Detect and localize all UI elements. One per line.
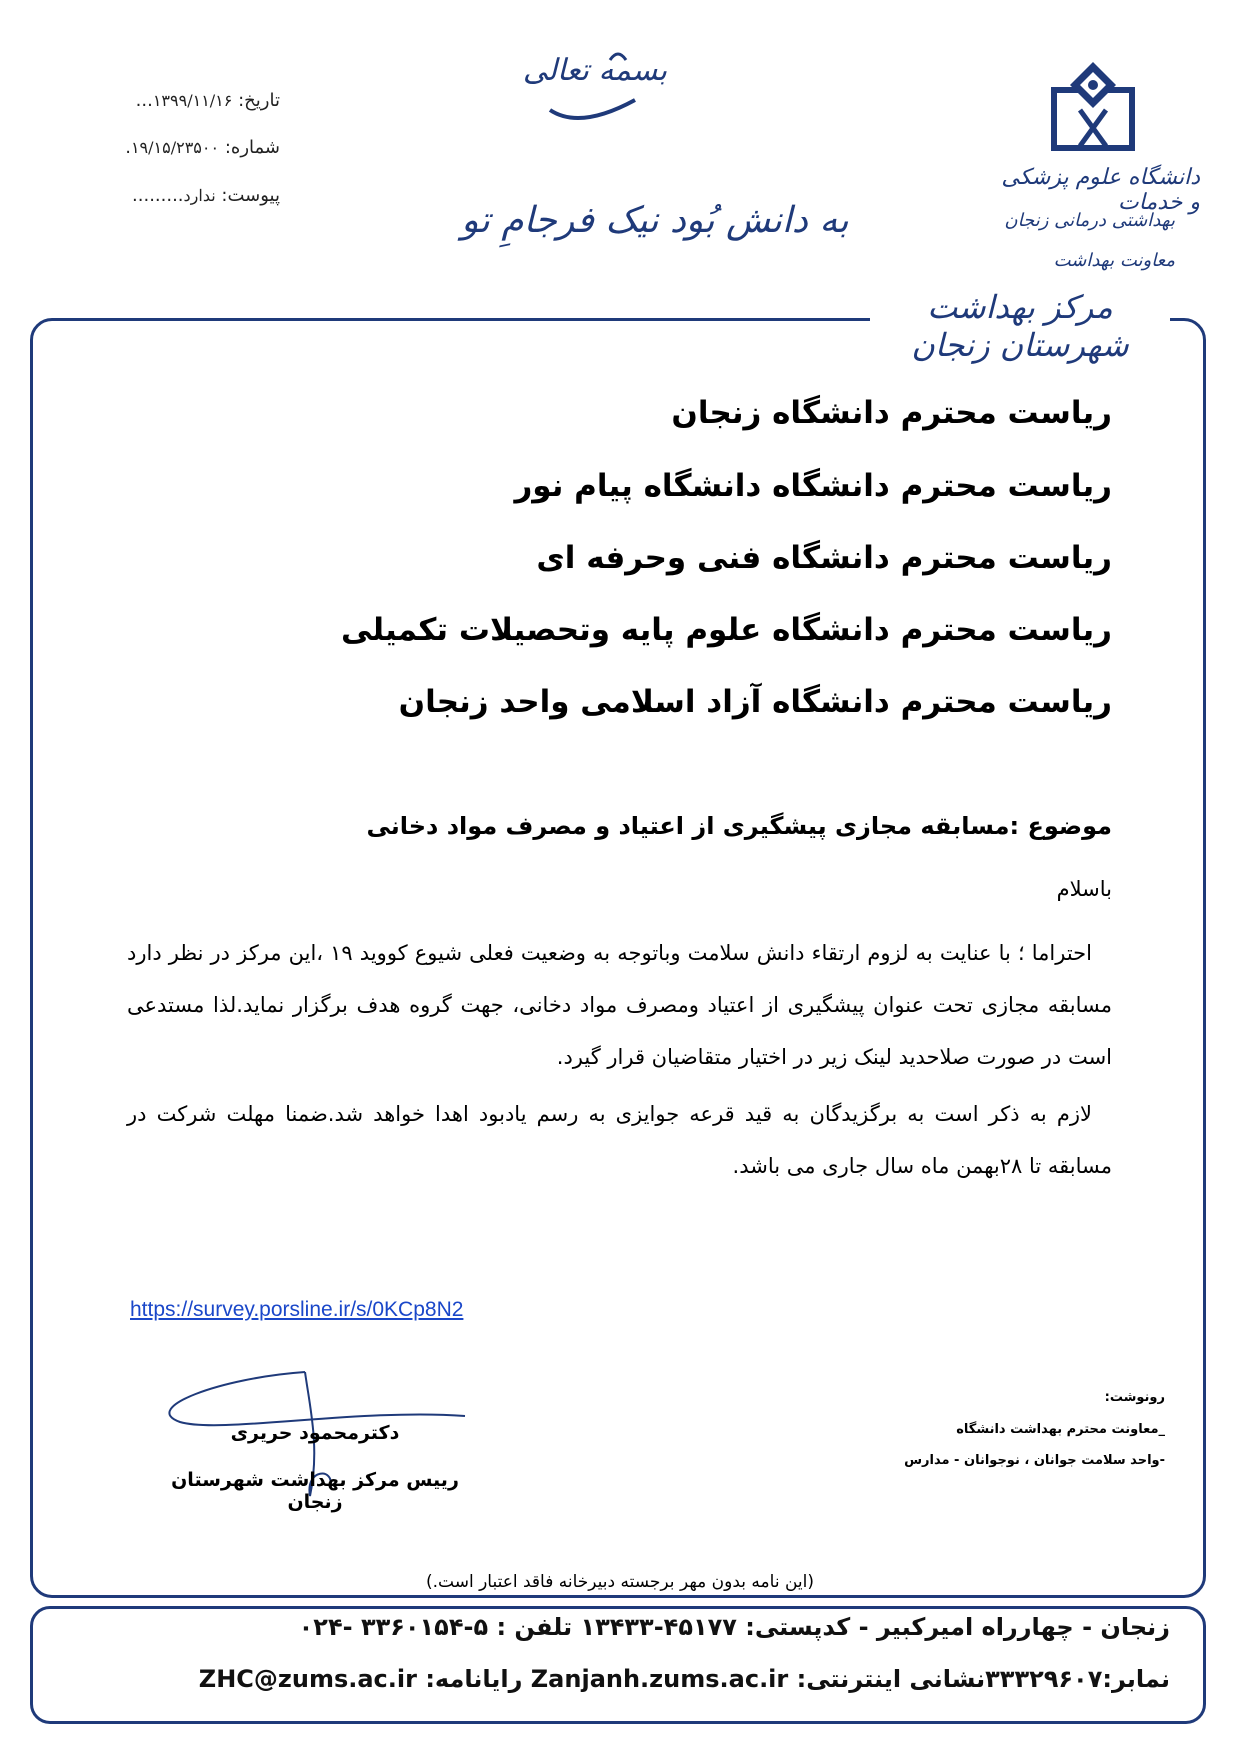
org-line-1: دانشگاه علوم پزشکی و خدمات	[1001, 165, 1200, 215]
recipient-5: ریاست محترم دانشگاه آزاد اسلامی واحد زنجان	[398, 684, 1112, 720]
body-paragraph-1: احتراما ؛ با عنایت به لزوم ارتقاء دانش سلامت وباتوجه به وضعیت فعلی شیوع کووید ۱۹ ،این مرکز در نظر دارد مسابقه مجازی تحت عنوان پیشگیری از اعتیاد ومصرف مواد دخانی، جهت گروه هدف برگزار نماید.لذا مستدعی است در صورت صلاحدید لینک زیر در اختیار متقاضیان قرار گیرد.	[127, 941, 1112, 1069]
cc-item-2: -واحد سلامت جوانان ، نوجوانان - مدارس	[904, 1453, 1165, 1468]
university-logo	[1050, 60, 1136, 152]
number-label: شماره	[230, 137, 280, 158]
cc-item-1: _معاونت محترم بهداشت دانشگاه	[956, 1422, 1165, 1437]
number-line: شماره: ۱۹/۱۵/۲۳۵۰۰.	[125, 137, 280, 158]
survey-link[interactable]: https://survey.porsline.ir/s/0KCp8N2	[130, 1298, 464, 1321]
date-value: ۱۳۹۹/۱۱/۱۶	[152, 91, 233, 110]
date-label: تاریخ	[244, 90, 280, 111]
org-line-3: معاونت بهداشت	[1053, 250, 1175, 271]
attachment-line: پیوست: ندارد.........	[132, 185, 280, 206]
recipient-2: ریاست محترم دانشگاه دانشگاه پیام نور	[514, 468, 1112, 504]
org-line-2: بهداشتی درمانی زنجان	[1004, 210, 1175, 231]
attachment-value: ندارد	[183, 186, 216, 205]
cc-label: رونوشت:	[1104, 1390, 1165, 1405]
footer-contact: نمابر:۳۳۳۲۹۶۰۷نشانی اینترنتی: Zanjanh.zums.ac.ir رایانامه: ZHC@zums.ac.ir	[198, 1665, 1170, 1693]
body-paragraph-2: لازم به ذکر است به برگزیدگان به قید قرعه جوایزی به رسم یادبود اهدا خواهد شد.ضمنا مهلت شرکت در مسابقه تا ۲۸بهمن ماه سال جاری می باشد.	[127, 1102, 1112, 1178]
motto: به دانش بُود نیک فرجامِ تو	[461, 200, 849, 241]
greeting: باسلام	[1056, 877, 1112, 901]
subject: موضوع :مسابقه مجازی پیشگیری از اعتیاد و مصرف مواد دخانی	[366, 812, 1112, 840]
besmellah-calligraphy	[522, 40, 668, 130]
signer-title: رییس مرکز بهداشت شهرستان زنجان	[171, 1469, 459, 1513]
recipient-1: ریاست محترم دانشگاه زنجان	[671, 395, 1112, 431]
recipient-3: ریاست محترم دانشگاه فنی وحرفه ای	[536, 540, 1112, 576]
center-name: مرکز بهداشت شهرستان زنجان	[870, 288, 1170, 364]
besmellah-text: بسمه تعالی	[522, 53, 668, 88]
recipient-4: ریاست محترم دانشگاه علوم پایه وتحصیلات تکمیلی	[340, 612, 1112, 648]
signer-name: دکترمحمود حریری	[230, 1422, 400, 1444]
date-line: تاریخ: ۱۳۹۹/۱۱/۱۶...	[135, 90, 280, 111]
footer-address: زنجان - چهارراه امیرکبیر - کدپستی: ۴۵۱۷۷-۱۳۴۳۳ تلفن : ۵-۳۳۶۰۱۵۴ -۰۲۴	[298, 1613, 1170, 1641]
attachment-label: پیوست	[227, 185, 280, 206]
stamp-validity-note: (این نامه بدون مهر برجسته دبیرخانه فاقد اعتبار است.)	[380, 1572, 860, 1592]
number-value: ۱۹/۱۵/۲۳۵۰۰	[130, 138, 220, 157]
